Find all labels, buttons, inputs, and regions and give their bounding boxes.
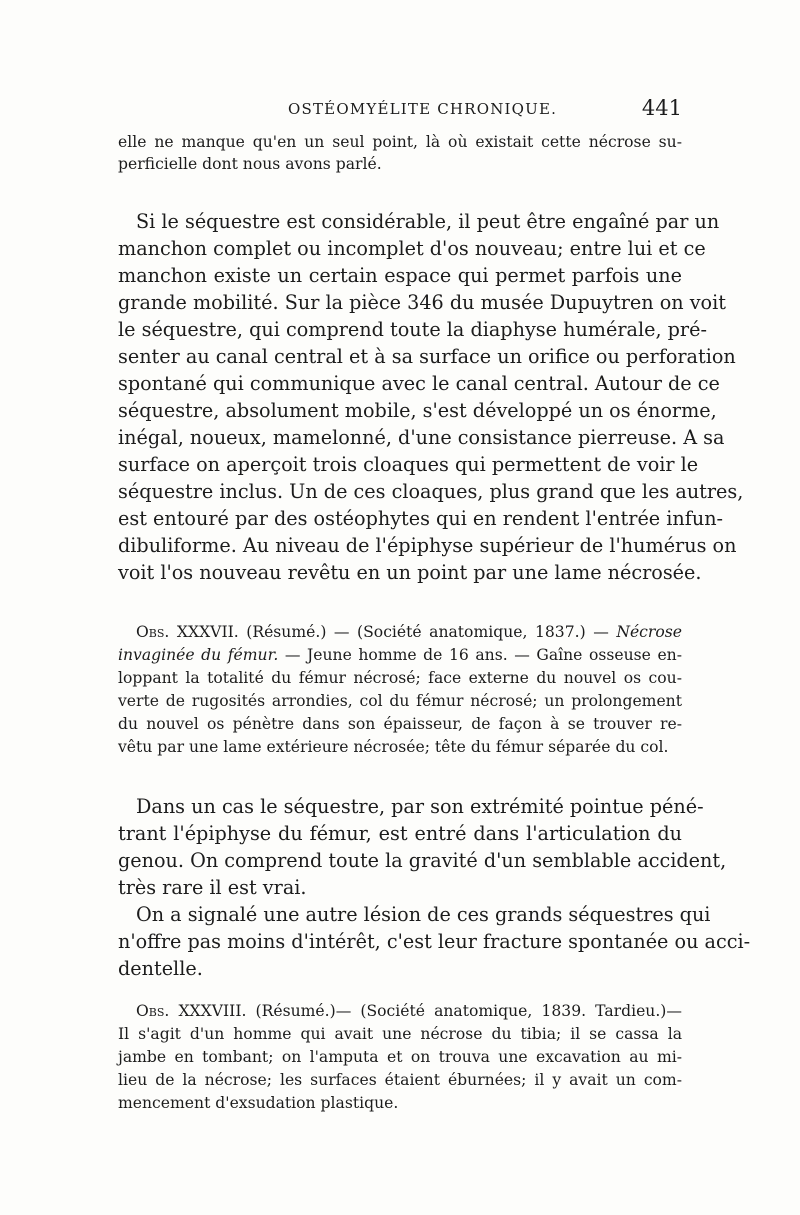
- text-line: spontané qui communique avec le canal central. Autour de ce: [118, 372, 720, 395]
- text-line: voit l'os nouveau revêtu en un point par une lame nécrosée.: [118, 561, 702, 584]
- observation-title-italic: Nécrose: [616, 623, 682, 641]
- text-line: grande mobilité. Sur la pièce 346 du musée Dupuytren on voit: [118, 291, 726, 314]
- text-line: trant l'épiphyse du fémur, est entré dans l'articulation du: [118, 822, 682, 845]
- text-line: [118, 1000, 682, 1023]
- text-line: perficielle dont nous avons parlé.: [118, 155, 382, 173]
- text-line: vêtu par une lame extérieure nécrosée; tête du fémur séparée du col.: [118, 738, 669, 756]
- text-line: séquestre, absolument mobile, s'est développé un os énorme,: [118, 399, 717, 422]
- observation-label: Obs. XXXVII.: [136, 623, 239, 641]
- text-line: le séquestre, qui comprend toute la diaphyse humérale, pré-: [118, 318, 707, 341]
- observation-text: (Résumé.)— (Société anatomique, 1839. Tardieu.)—: [246, 1002, 682, 1020]
- text-line: n'offre pas moins d'intérêt, c'est leur fracture spontanée ou acci-: [118, 930, 751, 953]
- text-line: genou. On comprend toute la gravité d'un semblable accident,: [118, 849, 727, 872]
- observation-title-italic: invaginée du fémur.: [118, 646, 279, 664]
- text-line: Dans un cas le séquestre, par son extrémité pointue péné-: [136, 795, 704, 818]
- text-line: jambe en tombant; on l'amputa et on trouva une excavation au mi-: [118, 1048, 682, 1066]
- text-line: manchon existe un certain espace qui permet parfois une: [118, 264, 682, 287]
- observation-text: (Résumé.) — (Société anatomique, 1837.) —: [238, 623, 617, 641]
- paragraph-epiphyse: [118, 793, 727, 901]
- text-line: On a signalé une autre lésion de ces grands séquestres qui: [136, 903, 711, 926]
- text-line: loppant la totalité du fémur nécrosé; face externe du nouvel os cou-: [118, 669, 682, 687]
- paragraph-fracture: [118, 901, 751, 982]
- text-line: manchon complet ou incomplet d'os nouveau; entre lui et ce: [118, 237, 706, 260]
- observation-37: [118, 621, 682, 759]
- paragraph-continuation: [118, 131, 682, 175]
- text-line: du nouvel os pénètre dans son épaisseur, de façon à se trouver re-: [118, 715, 682, 733]
- text-line: très rare il est vrai.: [118, 876, 307, 899]
- text-line: senter au canal central et à sa surface un orifice ou perforation: [118, 345, 736, 368]
- text-line: Il s'agit d'un homme qui avait une nécrose du tibia; il se cassa la: [118, 1025, 682, 1043]
- text-line: mencement d'exsudation plastique.: [118, 1094, 399, 1112]
- observation-label: Obs. XXXVIII.: [136, 1002, 247, 1020]
- text-line: [118, 621, 682, 644]
- paragraph-sequestre: [118, 208, 744, 586]
- text-line: surface on aperçoit trois cloaques qui permettent de voir le: [118, 453, 699, 476]
- page-number: 441: [641, 96, 682, 120]
- running-head: [118, 96, 682, 122]
- running-head-title: OSTÉOMYÉLITE CHRONIQUE.: [288, 100, 558, 118]
- observation-text: — Jeune homme de 16 ans. — Gaîne osseuse en-: [278, 646, 682, 664]
- text-line: inégal, noueux, mamelonné, d'une consistance pierreuse. A sa: [118, 426, 725, 449]
- text-line: dentelle.: [118, 957, 203, 980]
- text-line: est entouré par des ostéophytes qui en rendent l'entrée infun-: [118, 507, 724, 530]
- text-line: Si le séquestre est considérable, il peut être engaîné par un: [136, 210, 720, 233]
- observation-38: [118, 1000, 682, 1115]
- text-line: lieu de la nécrose; les surfaces étaient éburnées; il y avait un com-: [118, 1071, 682, 1089]
- text-line: [118, 644, 682, 667]
- text-line: séquestre inclus. Un de ces cloaques, plus grand que les autres,: [118, 480, 744, 503]
- text-line: elle ne manque qu'en un seul point, là où existait cette nécrose su-: [118, 133, 682, 151]
- text-line: dibuliforme. Au niveau de l'épiphyse supérieur de l'humérus on: [118, 534, 737, 557]
- text-line: verte de rugosités arrondies, col du fémur nécrosé; un prolongement: [118, 692, 682, 710]
